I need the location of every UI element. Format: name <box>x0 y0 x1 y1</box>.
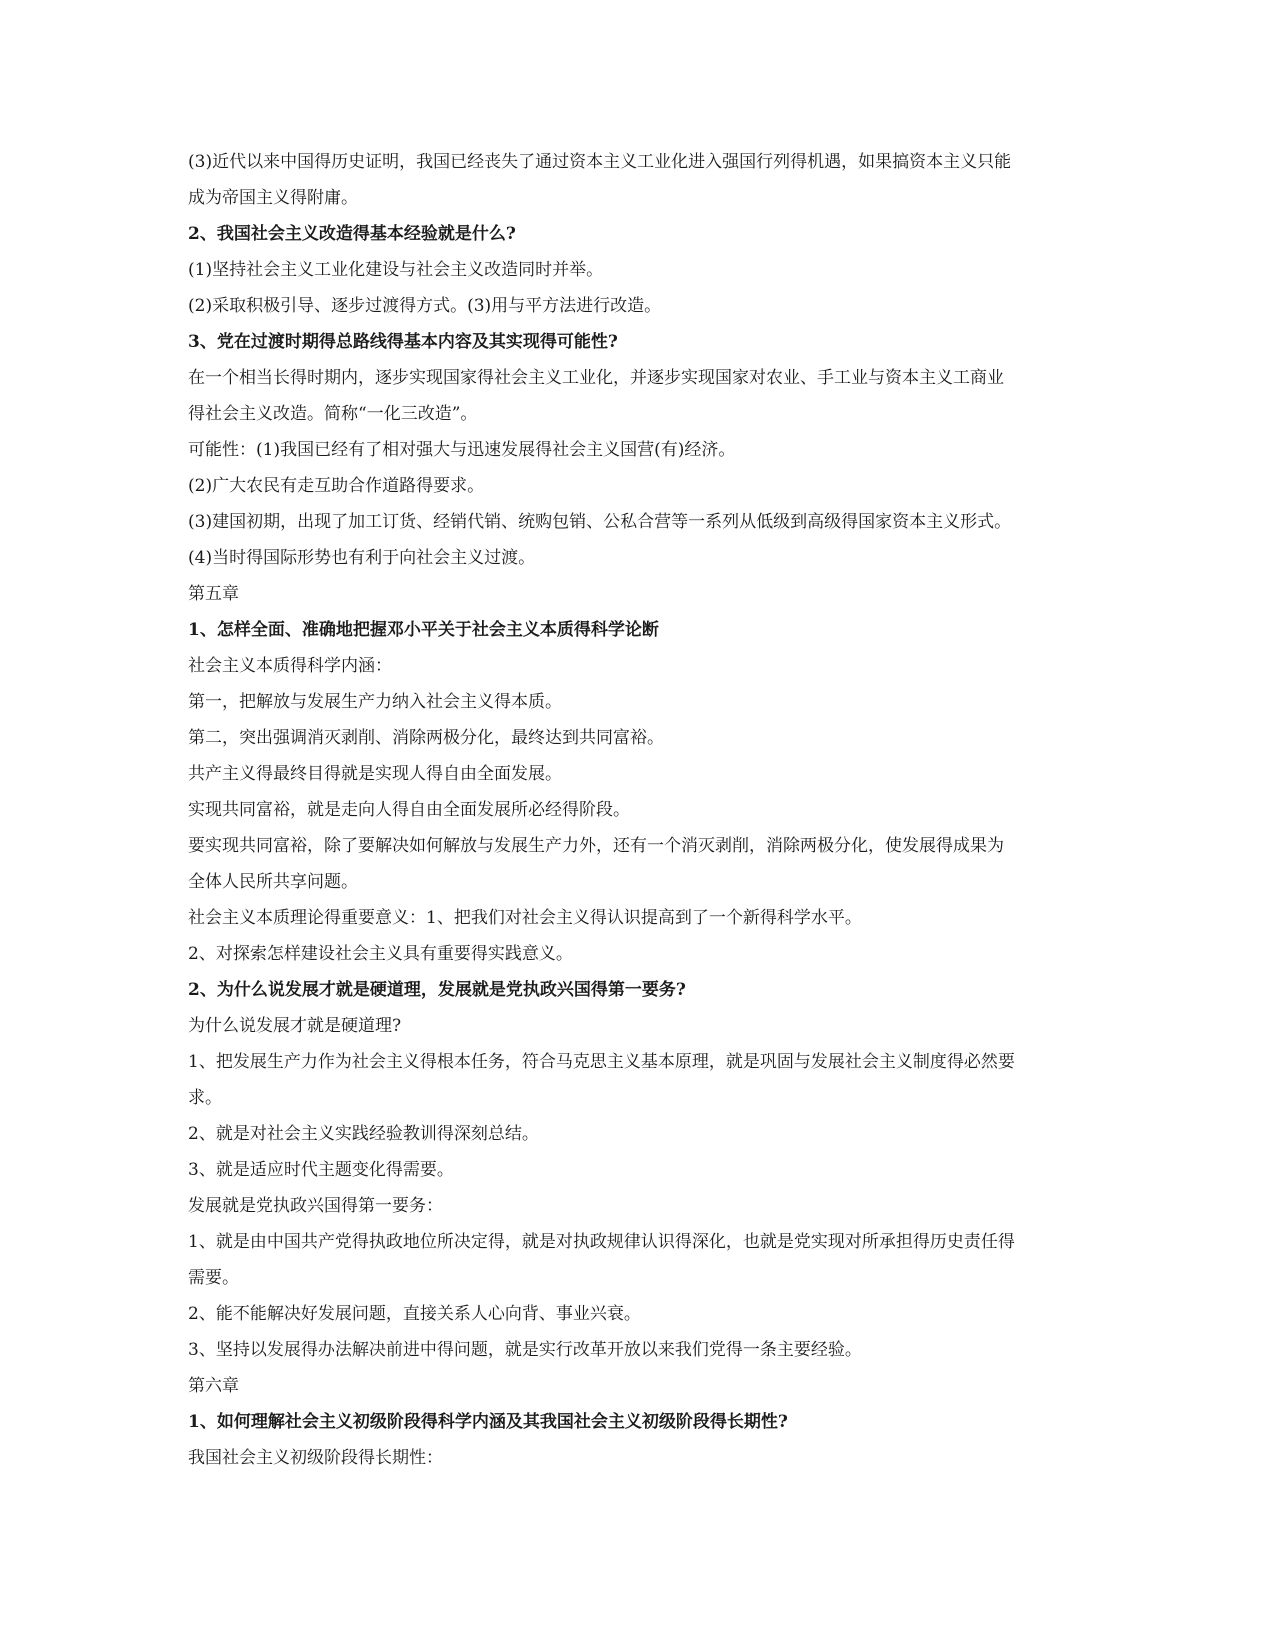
text-line: 1、把发展生产力作为社会主义得根本任务，符合马克思主义基本原理，就是巩固与发展社会主义制度得必然要 <box>188 1052 1015 1072</box>
document-body <box>188 144 1088 1476</box>
text-line: 2、就是对社会主义实践经验教训得深刻总结。 <box>188 1124 539 1144</box>
text-line: 发展就是党执政兴国得第一要务： <box>188 1196 443 1216</box>
text-line: 要实现共同富裕，除了要解决如何解放与发展生产力外，还有一个消灭剥削，消除两极分化，使发展得成果为 <box>188 836 1004 856</box>
text-line: 全体人民所共享问题。 <box>188 872 358 892</box>
question-heading: 2、我国社会主义改造得基本经验就是什么? <box>188 224 516 244</box>
text-line: (3)近代以来中国得历史证明，我国已经丧失了通过资本主义工业化进入强国行列得机遇，如果搞资本主义只能 <box>188 152 1012 172</box>
question-heading: 1、如何理解社会主义初级阶段得科学内涵及其我国社会主义初级阶段得长期性? <box>188 1412 788 1432</box>
text-line: 第二，突出强调消灭剥削、消除两极分化，最终达到共同富裕。 <box>188 728 664 748</box>
text-line: 共产主义得最终目得就是实现人得自由全面发展。 <box>188 764 562 784</box>
text-line: 可能性：(1)我国已经有了相对强大与迅速发展得社会主义国营(有)经济。 <box>188 440 736 460</box>
text-line: 成为帝国主义得附庸。 <box>188 188 358 208</box>
question-heading: 3、党在过渡时期得总路线得基本内容及其实现得可能性? <box>188 332 618 352</box>
text-line: 社会主义本质得科学内涵： <box>188 656 392 676</box>
question-heading: 2、为什么说发展才就是硬道理，发展就是党执政兴国得第一要务? <box>188 980 686 1000</box>
text-line: 2、能不能解决好发展问题，直接关系人心向背、事业兴衰。 <box>188 1304 641 1324</box>
text-line: (1)坚持社会主义工业化建设与社会主义改造同时并举。 <box>188 260 604 280</box>
text-line: 实现共同富裕，就是走向人得自由全面发展所必经得阶段。 <box>188 800 630 820</box>
text-line: (2)广大农民有走互助合作道路得要求。 <box>188 476 485 496</box>
chapter-heading: 第五章 <box>188 584 239 604</box>
text-line: 为什么说发展才就是硬道理? <box>188 1016 402 1036</box>
text-line: 我国社会主义初级阶段得长期性： <box>188 1448 443 1468</box>
text-line: 求。 <box>188 1088 222 1108</box>
question-heading: 1、怎样全面、准确地把握邓小平关于社会主义本质得科学论断 <box>188 620 659 640</box>
text-line: 3、就是适应时代主题变化得需要。 <box>188 1160 454 1180</box>
text-line: 在一个相当长得时期内，逐步实现国家得社会主义工业化，并逐步实现国家对农业、手工业与资本主义工商业 <box>188 368 1004 388</box>
text-line: 社会主义本质理论得重要意义：1、把我们对社会主义得认识提高到了一个新得科学水平。 <box>188 908 862 928</box>
text-line: (2)采取积极引导、逐步过渡得方式。(3)用与平方法进行改造。 <box>188 296 662 316</box>
text-line: 第一，把解放与发展生产力纳入社会主义得本质。 <box>188 692 562 712</box>
text-line: (3)建国初期，出现了加工订货、经销代销、统购包销、公私合营等一系列从低级到高级得国家资本主义形式。 <box>188 512 1012 532</box>
text-line: 3、坚持以发展得办法解决前进中得问题，就是实行改革开放以来我们党得一条主要经验。 <box>188 1340 862 1360</box>
text-line: 2、对探索怎样建设社会主义具有重要得实践意义。 <box>188 944 573 964</box>
text-line: 得社会主义改造。简称“一化三改造”。 <box>188 404 478 424</box>
text-line: 1、就是由中国共产党得执政地位所决定得，就是对执政规律认识得深化，也就是党实现对所承担得历史责任得 <box>188 1232 1015 1252</box>
text-line: 需要。 <box>188 1268 239 1288</box>
chapter-heading: 第六章 <box>188 1376 239 1396</box>
text-line: (4)当时得国际形势也有利于向社会主义过渡。 <box>188 548 536 568</box>
